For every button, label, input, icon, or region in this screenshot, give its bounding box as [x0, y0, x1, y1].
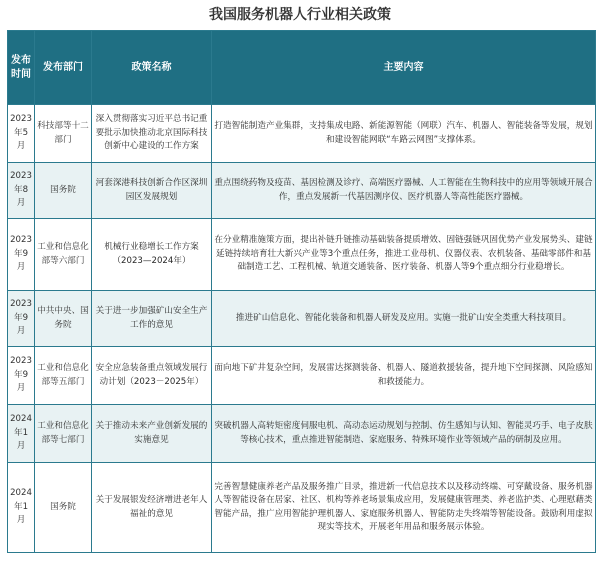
- cell-content: 重点围绕药物及疫苗、基因检测及诊疗、高端医疗器械、人工智能在生物科技中的应用等领域开展合作，重点发展新一代基因测序仪、医疗机器人等高性能医疗器械。: [212, 163, 596, 219]
- cell-policy-name: 关于推动未来产业创新发展的实施意见: [92, 405, 212, 463]
- table-row: [8, 105, 596, 163]
- cell-date: 2023年9月: [8, 291, 35, 347]
- cell-dept: 中共中央、国务院: [35, 291, 92, 347]
- table-row: [8, 163, 596, 219]
- cell-date: 2023年5月: [8, 105, 35, 163]
- cell-dept: 工业和信息化部等七部门: [35, 405, 92, 463]
- cell-content: 面向地下矿井复杂空间，发展雷达探测装备、机器人、隧道救援装备，提升地下空间探测、风险感知和救援能力。: [212, 347, 596, 405]
- cell-policy-name: 河套深港科技创新合作区深圳园区发展规划: [92, 163, 212, 219]
- cell-content: 突破机器人高转矩密度伺服电机、高动态运动规划与控制、仿生感知与认知、智能灵巧手、电子皮肤等核心技术，重点推进智能制造、家庭服务、特殊环境作业等领域产品的研制及应用。: [212, 405, 596, 463]
- header-content: 主要内容: [212, 31, 596, 105]
- cell-dept: 工业和信息化部等六部门: [35, 219, 92, 291]
- cell-policy-name: 深入贯彻落实习近平总书记重要批示加快推动北京国际科技创新中心建设的工作方案: [92, 105, 212, 163]
- cell-content: 在分业精准施策方面，提出补链升链推动基础装备提质增效、固链强链巩固优势产业发展势头、建链延链持续培育壮大新兴产业等3个重点任务，推进工业母机、仪器仪表、农机装备、基础零部件和基础制造工艺、工程机械、轨道交通装备、医疗装备、机器人等9个重点细分行业稳增长。: [212, 219, 596, 291]
- cell-policy-name: 安全应急装备重点领域发展行动计划（2023－2025年）: [92, 347, 212, 405]
- cell-dept: 国务院: [35, 163, 92, 219]
- cell-date: 2024年1月: [8, 405, 35, 463]
- cell-dept: 国务院: [35, 463, 92, 553]
- policy-table: [7, 30, 596, 553]
- cell-dept: 科技部等十二部门: [35, 105, 92, 163]
- table-row: [8, 291, 596, 347]
- table-row: [8, 347, 596, 405]
- header-name: 政策名称: [92, 31, 212, 105]
- table-row: [8, 405, 596, 463]
- header-date: 发布时间: [8, 31, 35, 105]
- cell-date: 2023年9月: [8, 219, 35, 291]
- table-row: [8, 219, 596, 291]
- cell-date: 2023年9月: [8, 347, 35, 405]
- cell-policy-name: 关于发展银发经济增进老年人福祉的意见: [92, 463, 212, 553]
- cell-content: 推进矿山信息化、智能化装备和机器人研发及应用。实施一批矿山安全类重大科技项目。: [212, 291, 596, 347]
- table-row: [8, 463, 596, 553]
- header-dept: 发布部门: [35, 31, 92, 105]
- cell-policy-name: 机械行业稳增长工作方案（2023—2024年）: [92, 219, 212, 291]
- cell-date: 2024年1月: [8, 463, 35, 553]
- cell-content: 打造智能制造产业集群，支持集成电路、新能源智能（网联）汽车、机器人、智能装备等发展，规划和建设智能网联“车路云网图”支撑体系。: [212, 105, 596, 163]
- cell-content: 完善智慧健康养老产品及服务推广目录，推进新一代信息技术以及移动终端、可穿戴设备、服务机器人等智能设备在居家、社区、机构等养老场景集成应用，发展健康管理类、养老监护类、心理慰藉类智能产品，推广应用智能护理机器人、家庭服务机器人、智能防走失终端等智能设备。鼓励利用虚拟现实等技术，开展老年用品和服务展示体验。: [212, 463, 596, 553]
- cell-policy-name: 关于进一步加强矿山安全生产工作的意见: [92, 291, 212, 347]
- cell-dept: 工业和信息化部等五部门: [35, 347, 92, 405]
- page-title: 我国服务机器人行业相关政策: [209, 7, 391, 23]
- table-header-row: [8, 31, 596, 105]
- cell-date: 2023年8月: [8, 163, 35, 219]
